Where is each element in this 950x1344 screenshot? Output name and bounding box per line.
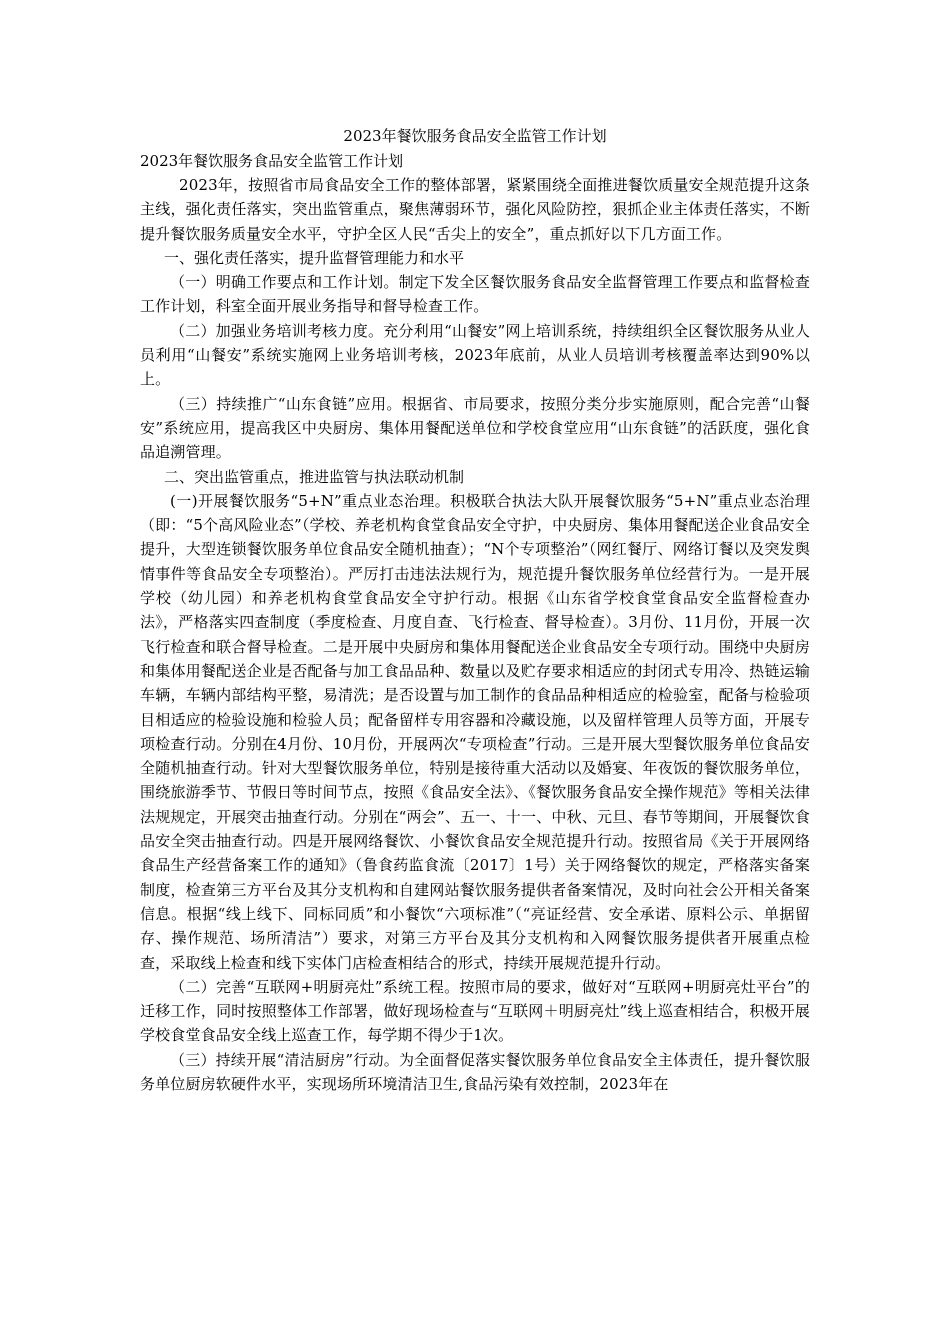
section-2-paragraph-3: （三）持续开展“清洁厨房”行动。为全面督促落实餐饮服务单位食品安全主体责任，提升餐饮服务单位厨房软硬件水平，实现场所环境清洁卫生,食品污染有效控制，2023年在 [140, 1050, 810, 1093]
document-page [140, 124, 810, 1096]
section-2-paragraph-1: (一)开展餐饮服务“5+N”重点业态治理。积极联合执法大队开展餐饮服务“5+N”重点业态治理（即：“5个高风险业态”（学校、养老机构食堂食品安全守护，中央厨房、集体用餐配送企业食品安全提升，大型连锁餐饮服务单位食品安全随机抽查）；“N个专项整治”（网红餐厅、网络订餐以及突发舆情事件等食品安全专项整治）。严厉打击违法法规行为，规范提升餐饮服务单位经营行为。一是开展学校（幼儿园）和养老机构食堂食品安全守护行动。根据《山东省学校食堂食品安全监督检查办法》，严格落实四查制度（季度检查、月度自查、飞行检查、督导检查）。3月份、11月份，开展一次飞行检查和联合督导检查。二是开展中央厨房和集体用餐配送企业食品安全专项行动。围绕中央厨房和集体用餐配送企业是否配备与加工食品品种、数量以及贮存要求相适应的封闭式专用冷、热链运输车辆，车辆内部结构平整，易清洗；是否设置与加工制作的食品品种相适应的检验室，配备与检验项目相适应的检验设施和检验人员；配备留样专用容器和冷藏设施，以及留样管理人员等方面，开展专项检查行动。分别在4月份、10月份，开展两次“专项检查”行动。三是开展大型餐饮服务单位食品安全随机抽查行动。针对大型餐饮服务单位，特别是接待重大活动以及婚宴、年夜饭的餐饮服务单位，围绕旅游季节、节假日等时间节点，按照《食品安全法》、《餐饮服务食品安全操作规范》等相关法律法规规定，开展突击抽查行动。分别在“两会”、五一、十一、中秋、元旦、春节等期间，开展餐饮食品安全突击抽查行动。四是开展网络餐饮、小餐饮食品安全规范提升行动。按照省局《关于开展网络食品生产经营备案工作的通知》（鲁食药监食流〔2017〕1号）关于网络餐饮的规定，严格落实备案制度，检查第三方平台及其分支机构和自建网站餐饮服务提供者备案情况，及时向社会公开相关备案信息。根据“线上线下、同标同质”和小餐饮“六项标准”（“亮证经营、安全承诺、原料公示、单据留存、操作规范、场所清洁”）要求，对第三方平台及其分支机构和入网餐饮服务提供者开展重点检查，采取线上检查和线下实体门店检查相结合的形式，持续开展规范提升行动。 [140, 491, 810, 972]
section-1-paragraph-3: （三）持续推广“山东食链”应用。根据省、市局要求，按照分类分步实施原则，配合完善“山餐安”系统应用，提高我区中央厨房、集体用餐配送单位和学校食堂应用“山东食链”的活跃度，强化食品追溯管理。 [140, 394, 810, 462]
section-2-paragraph-2: （二）完善“互联网+明厨亮灶”系统工程。按照市局的要求，做好对“互联网+明厨亮灶平台”的迁移工作，同时按照整体工作部署，做好现场检查与“互联网＋明厨亮灶”线上巡查相结合，积极开展学校食堂食品安全线上巡查工作，每学期不得少于1次。 [140, 977, 810, 1045]
document-subtitle: 2023年餐饮服务食品安全监管工作计划 [140, 152, 404, 170]
intro-paragraph: 2023年，按照省市局食品安全工作的整体部署，紧紧围绕全面推进餐饮质量安全规范提升这条主线，强化责任落实，突出监管重点，聚焦薄弱环节，强化风险防控，狠抓企业主体责任落实，不断提升餐饮服务质量安全水平，守护全区人民“舌尖上的安全”，重点抓好以下几方面工作。 [140, 176, 810, 243]
section-1-paragraph-1: （一）明确工作要点和工作计划。制定下发全区餐饮服务食品安全监督管理工作要点和监督检查工作计划，科室全面开展业务指导和督导检查工作。 [140, 273, 810, 316]
section-heading-2: 二、突出监管重点，推进监管与执法联动机制 [164, 467, 465, 486]
document-title: 2023年餐饮服务食品安全监管工作计划 [343, 127, 607, 145]
section-1-paragraph-2: （二）加强业务培训考核力度。充分利用“山餐安”网上培训系统，持续组织全区餐饮服务从业人员利用“山餐安”系统实施网上业务培训考核，2023年底前，从业人员培训考核覆盖率达到90%以上。 [140, 321, 810, 389]
section-heading-1: 一、强化责任落实，提升监督管理能力和水平 [164, 248, 465, 267]
